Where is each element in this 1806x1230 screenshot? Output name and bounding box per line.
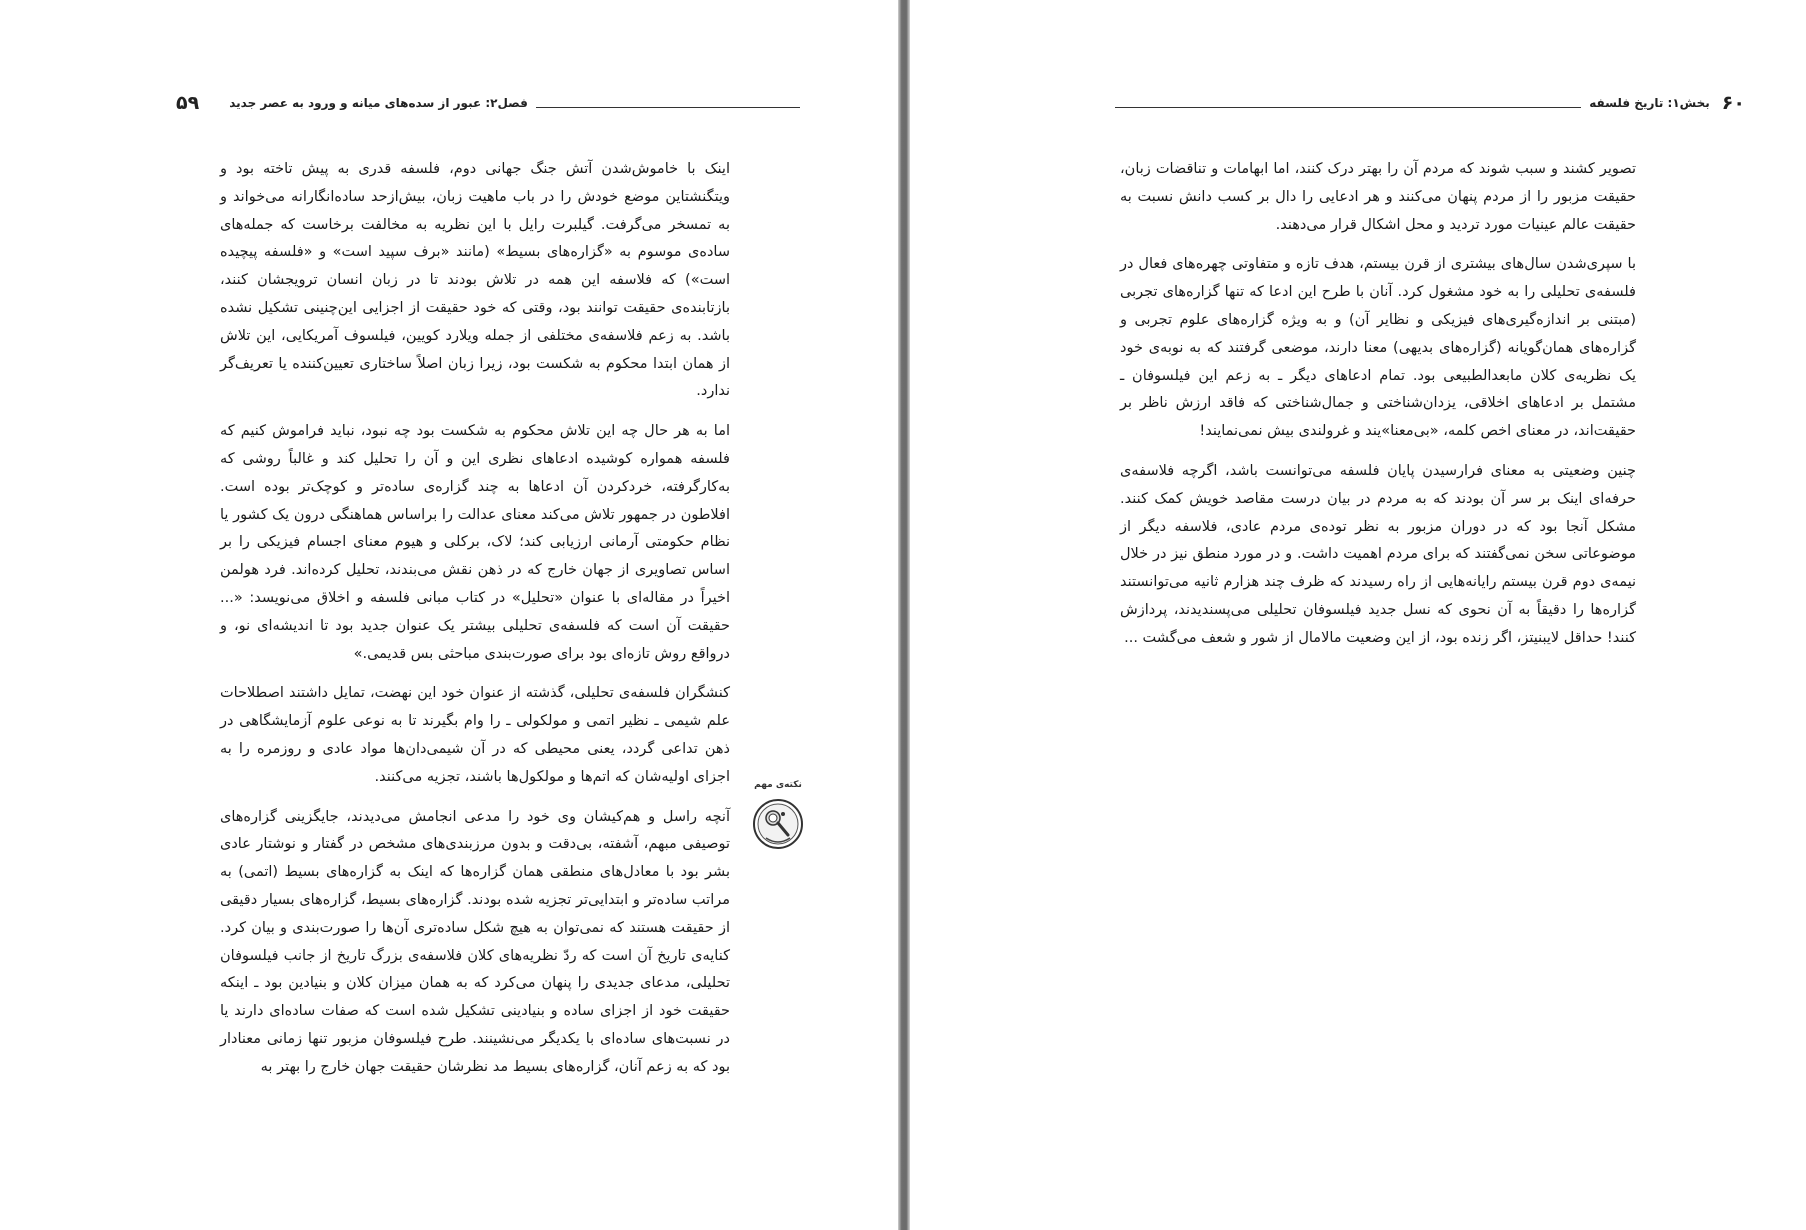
margin-note [748, 780, 808, 860]
section-title: بخش۱: تاریخ فلسفه [1589, 96, 1710, 110]
paragraph: اما به هر حال چه این تلاش محکوم به شکست بود چه نبود، نباید فراموش کنیم که فلسفه همواره کوشیده ادعاهای نظری این و آن را تحلیل کند و غالباً روشی که به‌کارگرفته، خردکردن آن ادعاها به چند گزاره‌ی ساده‌تر و کوچک‌تر بوده است. افلاطون در جمهور تلاش می‌کند معنای عدالت را براساس هماهنگی درون یک کشور یا نظام حکومتی آرمانی ارزیابی کند؛ لاک، برکلی و هیوم معنای اجسام فیزیکی را بر اساس تصاویری از جهان خارج که در ذهن نقش می‌بندند، تحلیل کرده‌اند. فرد هولمن اخیراً در مقاله‌ای با عنوان «تحلیل» در کتاب مبانی فلسفه و اخلاق می‌نویسد: «... حقیقت آن است که فلسفه‌ی تحلیلی بیشتر یک عنوان جدید بود تا اندیشه‌ای نو، و درواقع روش تازه‌ای بود برای صورت‌بندی مباحثی بس قدیمی.» [220, 423, 730, 662]
text-column-right [1120, 156, 1636, 653]
page-number: ۵۹ [176, 92, 200, 114]
header-rule [1115, 107, 1581, 108]
paragraph: آنچه راسل و هم‌کیشان وی خود را مدعی انجامش می‌دیدند، جایگزینی گزاره‌های توصیفی مبهم، آشفته، بی‌دقت و بدون مرزبندی‌های مشخص در گفتار و نوشتار عادی بشر بود با معادل‌های منطقی همان گزاره‌ها که اینک به گزاره‌های بسیط (اتمی) به مراتب ساده‌تر و ابتدایی‌تر تجزیه شده بودند. گزاره‌های بسیط، گزاره‌های بسیار دقیقی از حقیقت هستند که نمی‌توان به هیچ شکل ساده‌تری آن‌ها را صورت‌بندی و بیان کرد. کنایه‌ی تاریخ آن است که ردّ نظریه‌های کلان فلاسفه‌ی بزرگ تاریخ از جانب فیلسوفان تحلیلی، مدعای جدیدی را پنهان می‌کرد که به همان میزان کلان و بنیادین بود ـ اینکه حقیقت خود از اجزای ساده و بنیادینی تشکیل شده است که صفات ساده‌ای دارند یا در نسبت‌های ساده‌ای با یکدیگر می‌نشینند. طرح فیلسوفان مزبور تنها زمانی معنادار بود که به زعم آنان، گزاره‌های بسیط مد نظرشان حقیقت جهان خارج را بهتر به [220, 808, 730, 1075]
text-column-left [220, 156, 730, 1082]
page-left [0, 0, 898, 1230]
header-rule [536, 107, 800, 108]
paragraph: کنشگران فلسفه‌ی تحلیلی، گذشته از عنوان خود این نهضت، تمایل داشتند اصطلاحات علم شیمی ـ نظیر اتمی و مولکولی ـ را وام بگیرند تا به نوعی علوم آزمایشگاهی در ذهن تداعی گردد، یعنی محیطی که در آن شیمی‌دان‌ها مواد عادی و روزمره را به اجزای اولیه‌شان که اتم‌ها و مولکول‌ها باشند، تجزیه می‌کنند. [220, 685, 730, 785]
magnifier-character-icon [748, 780, 808, 860]
running-head-left [176, 92, 804, 114]
running-head-right [1115, 92, 1745, 114]
paragraph: تصویر کشند و سبب شوند که مردم آن را بهتر درک کنند، اما ابهامات و تناقضات زبان، حقیقت مزبور را از مردم پنهان می‌کنند و هر ادعایی را دال بر کسب دانش نسبت به حقیقت عالم عینیات مورد تردید و محل اشکال قرار می‌دهند. [1120, 161, 1636, 233]
paragraph: اینک با خاموش‌شدن آتش جنگ جهانی دوم، فلسفه قدری به پیش تاخته بود و ویتگنشتاین موضع خودش را در باب ماهیت زبان، بیش‌ازحد ساده‌انگارانه می‌خواند و به تمسخر می‌گرفت. گیلبرت رایل با این نظریه به مخالفت برخاست که جمله‌های ساده‌ی موسوم به «گزاره‌های بسیط» (مانند «برف سپید است» و «فلسفه پیچیده است») که فلاسفه این همه در تلاش بودند تا در زبان انسان ترویجشان کنند، بازتابنده‌ی حقیقت توانند بود، وقتی که خود حقیقت از اجزایی این‌چنینی تشکیل نشده باشد. به زعم فلاسفه‌ی مختلفی از جمله ویلارد کویین، فیلسوف آمریکایی، این تلاش از همان ابتدا محکوم به شکست بود، زیرا زبان اصلاً ساختاری تعیین‌کننده یا تعریف‌گر ندارد. [220, 161, 730, 400]
chapter-title: فصل۲: عبور از سده‌های میانه و ورود به عصر جدید [229, 96, 528, 110]
paragraph: چنین وضعیتی به معنای فرارسیدن پایان فلسفه می‌توانست باشد، اگرچه فلاسفه‌ی حرفه‌ای اینک بر سر آن بودند که به مردم در بیان درست مقاصد خویش کمک کنند. مشکل آنجا بود که در دوران مزبور به نظر توده‌ی مردم عادی، فلاسفه دیگر از موضوعاتی سخن نمی‌گفتند که برای مردم اهمیت داشت. و در مورد منطق نیز در خلال نیمه‌ی دوم قرن بیستم رایانه‌هایی از راه رسیدند که ظرف چند هزارم ثانیه می‌توانستند گزاره‌ها را دقیقاً به آن نحوی که نسل جدید فیلسوفان تحلیلی می‌پسندیدند، پردازش کنند! حداقل لایبنیتز، اگر زنده بود، از این وضعیت مالامال از شور و شعف می‌گشت ... [1120, 462, 1636, 646]
margin-note-label: نکته‌ی مهم [754, 780, 802, 790]
book-gutter [898, 0, 910, 1230]
page-number: ۶۰ [1721, 92, 1745, 114]
paragraph: با سپری‌شدن سال‌های بیشتری از قرن بیستم، هدف تازه و متفاوتی چهره‌های فعال در فلسفه‌ی تحلیلی را به خود مشغول کرد. آنان با طرح این ادعا که تنها گزاره‌های تجربی (مبتنی بر اندازه‌گیری‌های فیزیکی و نظایر آن) و به ویژه گزاره‌های علوم تجربی و گزاره‌های همان‌گویانه (گزاره‌های بدیهی) معنا دارند، موضعی گرفتند که به نوبه‌ی خود یک نظریه‌ی کلان مابعدالطبیعی بود. تمام ادعاهای دیگر ـ به زعم این فیلسوفان ـ مشتمل بر ادعاهای اخلاقی، یزدان‌شناختی و جمال‌شناختی که فاقد ارزش ناظر بر حقیقت‌اند، در معنای اخص کلمه، «بی‌معنا»یند و غرولندی بیش نمی‌نمایند! [1120, 256, 1636, 440]
